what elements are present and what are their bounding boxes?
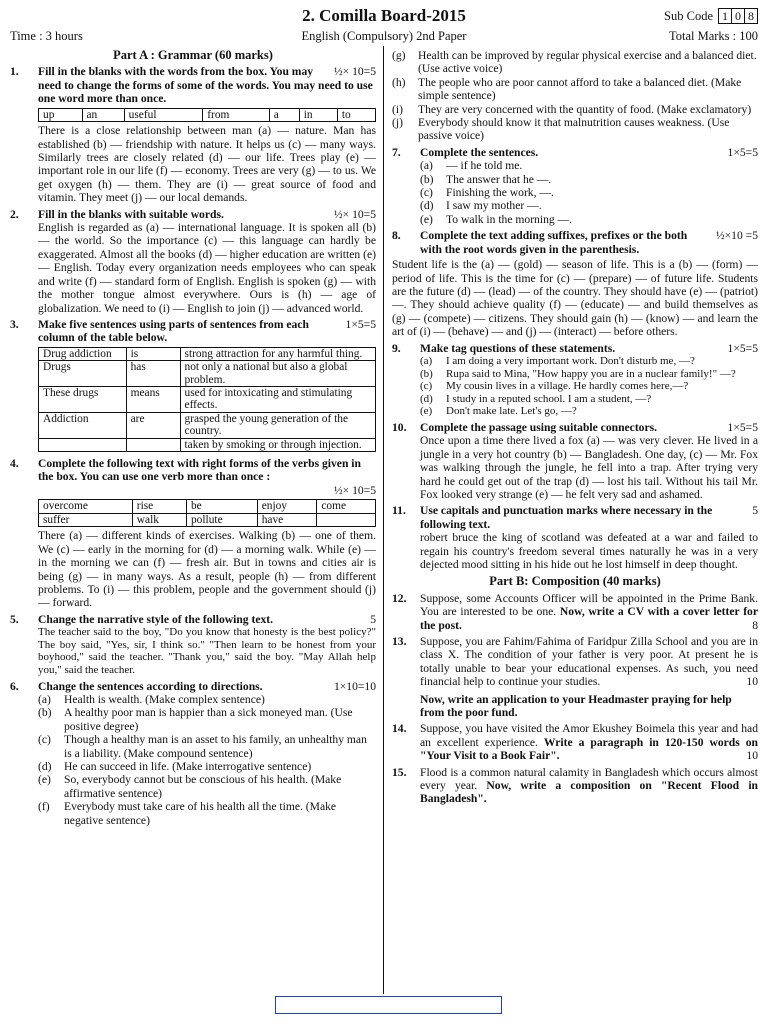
question-number: 9. (392, 341, 401, 355)
question-13 (392, 635, 758, 689)
question-prompt: 1×5=5 Make five sentences using parts of sentences from each column of the table below. (38, 317, 376, 345)
passage-text: Once upon a time there lived a fox (a) — was very clever. He lived in a jungle in a very hot country (b) — Bangladesh. One day, (c) — Mr. Fox was walking through the jungle, he fell into a trap. After trying very hard he could get out of the trap (d) — lost his tail. Without his tail Mr. Fox looked very strange (e) — he felt very sad and ashamed. (420, 434, 758, 501)
code-digit: 1 (718, 8, 732, 24)
list-item: (d) He can succeed in life. (Make interrogative sentence) (38, 760, 312, 774)
question-number: 10. (392, 420, 407, 434)
list-item: (b) Rupa said to Mina, "How happy you are in a nuclear family!" —? (420, 367, 736, 380)
question-prompt: 1×5=5 Complete the passage using suitable connectors. (420, 420, 758, 434)
question-14 (392, 722, 758, 762)
question-marks: 1×5=5 (727, 341, 758, 355)
list-item: (i) They are very concerned with the quantity of food. (Make exclamatory) (392, 102, 752, 116)
list-item: (e) Don't make late. Let's go, —? (420, 405, 577, 418)
question-task: Write a paragraph in 120-150 words on "Your Visit to a Book Fair". (420, 735, 758, 763)
question-task: Now, write a CV with a cover letter for the post. (420, 605, 759, 632)
left-column (10, 49, 376, 827)
question-marks: 1×10=10 (333, 679, 376, 693)
list-item: (c) Though a healthy man is an asset to his family, an unhealthy man is a liability. (Make compound sentence) (38, 733, 367, 760)
word-cell: from (203, 108, 269, 122)
question-number: 5. (10, 612, 19, 626)
question-number: 12. (392, 591, 407, 605)
question-prompt: ½× 10=5 Fill in the blanks with suitable words. (38, 207, 376, 221)
table-row: Drugs has not only a national but also a global problem. (39, 361, 376, 387)
table-row: Addiction are grasped the young generation of the country. (39, 412, 376, 438)
question-prompt: 5 Change the narrative style of the following text. (38, 612, 376, 626)
question-8 (392, 229, 758, 256)
question-3 (10, 318, 376, 454)
question-7 (392, 146, 758, 226)
question-12 (392, 592, 758, 632)
question-prompt: Complete the following text with right forms of the verbs given in the box. You can use one verb more than once : (38, 456, 361, 484)
question-6 (10, 680, 376, 827)
question-number: 4. (10, 456, 19, 470)
subject-code (664, 8, 758, 24)
question-6-continued (392, 49, 758, 143)
question-number: 13. (392, 635, 407, 648)
part-b-title: Part B: Composition (40 marks) (489, 574, 661, 589)
question-text: Flood is a common natural calamity in Bangladesh which occurs almost every year. (420, 765, 758, 793)
table-row: Drug addiction is strong attraction for any harmful thing. (39, 347, 376, 360)
right-column (392, 49, 758, 806)
question-prompt: ½×10 =5 Complete the text adding suffixes, prefixes or the both with the root words given in the parenthesis. (420, 229, 758, 256)
question-marks: 8 (752, 618, 758, 632)
subject-code-digits (719, 8, 758, 24)
table-row: taken by smoking or through injection. (39, 438, 376, 451)
question-marks: 10 (746, 749, 758, 763)
list-item: (a) — if he told me. (420, 159, 523, 173)
question-4 (10, 457, 376, 610)
question-text: Suppose, some Accounts Officer will be appointed in the Prime Bank. You are interested to be one. (420, 591, 758, 619)
question-prompt: 1×10=10 Change the sentences according to directions. (38, 679, 376, 693)
question-10 (392, 421, 758, 501)
word-box (38, 108, 376, 123)
part-a-title: Part A : Grammar (60 marks) (113, 48, 273, 62)
code-digit: 8 (744, 8, 758, 24)
passage-text: There (a) — different kinds of exercises. Walking (b) — one of them. We (c) — early in the morning for (d) — a morning walk. While (e) — in the morning we can (f) — fresh air. But in towns and cities air is being (g) — in many ways. As a result, people (h) — from different problems. To (i) — this problem, people and the government should (j) — forward. (38, 529, 376, 610)
question-marks: ½× 10=5 (333, 65, 376, 79)
question-5 (10, 613, 376, 677)
question-11 (392, 504, 758, 571)
list-item: (g) Health can be improved by regular physical exercise and a balanced diet. (Use active voice) (392, 49, 757, 76)
question-marks: 1×5=5 (345, 317, 376, 331)
question-15 (392, 766, 758, 806)
passage-text: Student life is the (a) — (gold) — season of life. This is a (b) — (form) — period of life. This is the time for (c) — (prepare) — of future life. Students are the future (d) — (lead) — of the country. They should have (e) — (patriot) —. They should achieve quality (f) — (educate) — and build themselves as (g) — (compete) — citizens. They should gain (h) — (know) — and learn the art of (i) — (behave) — and (j) — (interact) — before others. (392, 258, 758, 339)
question-task: Now, write a composition on "Recent Flood in Bangladesh". (420, 779, 758, 806)
word-cell: to (337, 108, 375, 122)
list-item: (b) The answer that he —. (420, 172, 552, 186)
question-prompt: 1×5=5 Make tag questions of these statements. (420, 341, 758, 355)
list-item: (f) Everybody must take care of his health all the time. (Make negative sentence) (38, 800, 337, 827)
question-marks: 10 (746, 675, 758, 689)
question-number: 3. (10, 317, 19, 331)
word-cell: a (269, 108, 299, 122)
list-item: (a) Health is wealth. (Make complex sentence) (38, 693, 265, 706)
word-cell: useful (124, 108, 203, 122)
code-digit: 0 (731, 8, 745, 24)
question-marks: 1×5=5 (727, 145, 758, 159)
subject-code-label: Sub Code (664, 8, 713, 23)
question-number: 2. (10, 207, 19, 221)
question-text: Suppose, you have visited the Amor Ekushey Boimela this year and had an excellent experience. (420, 722, 758, 749)
list-item: (e) To walk in the morning —. (420, 212, 573, 226)
question-number: 6. (10, 679, 19, 693)
passage-text: English is regarded as (a) — international language. It is spoken all (b) — the world. So the importance (c) — this language can hardly be exaggerated. Almost all the books (d) — higher education are written (e) — English. Today every organization needs employees who can speak and write (f) — standard form of English. English is spoken (g) — with the mother tongue almost everywhere. Ours is (h) — age of globalization. We need to (i) — English to join (j) — advanced world. (38, 221, 376, 315)
question-9 (392, 342, 758, 418)
word-cell: in (299, 108, 337, 122)
exam-title: 2. Comilla Board-2015 (302, 6, 466, 25)
question-2 (10, 208, 376, 315)
passage-text: The teacher said to the boy, "Do you know that honesty is the best policy?" The boy said, "Yes, sir, I think so." "Then learn to be honest from your boyhood," said the teacher. "Thank you," said the boy. "May Allah help you," said the teacher. (38, 626, 376, 676)
question-marks: ½× 10=5 (333, 207, 376, 221)
question-number: 8. (392, 229, 401, 243)
list-item: (h) The people who are poor cannot afford to take a balanced diet. (Make simple sentence) (392, 75, 742, 103)
list-item: (b) A healthy poor man is happier than a sick moneyed man. (Use positive degree) (38, 706, 353, 733)
list-item: (c) My cousin lives in a village. He hardly comes here,—? (420, 380, 689, 393)
question-number: 11. (392, 504, 406, 518)
question-task: Now, write an application to your Headmaster praying for help from the poor fund. (420, 692, 732, 720)
passage-text: robert bruce the king of scotland was defeated at a war and failed to regain his country's freedom several times naturally he was in a very dejected mood sitting in his hide out he lost himself in deep thought. (420, 531, 758, 571)
question-1 (10, 65, 376, 204)
question-marks: ½×10 =5 (715, 229, 758, 243)
list-item: (a) I am doing a very important work. Don't disturb me, —? (420, 354, 695, 367)
list-item: (e) So, everybody cannot but be conscious of his health. (Make affirmative sentence) (38, 773, 342, 800)
question-marks: ½× 10=5 (333, 483, 376, 497)
question-prompt: ½× 10=5 Fill in the blanks with the words from the box. You may need to change the forms of some of the words. You may need to use one word more than once. (38, 65, 376, 106)
question-marks: 1×5=5 (727, 420, 758, 434)
question-number: 15. (392, 765, 407, 779)
question-number: 14. (392, 722, 407, 736)
passage-text: There is a close relationship between man (a) — nature. Man has established (b) — friendship with nature. It helps us (c) — many ways. Similarly trees are closely related (d) — our life. Trees play (e) — important role in our life (f) — economy. Trees are very (g) — to us. We get oxygen (h) — them. They are (i) — great source of food and vitamin. They meet (j) — our local demands. (38, 124, 376, 205)
list-item: (c) Finishing the work, —. (420, 186, 554, 200)
time-label: Time : 3 hours (10, 29, 83, 43)
question-number: 7. (392, 145, 401, 159)
question-number: 1. (10, 65, 19, 79)
list-item: (d) I study in a reputed school. I am a student, —? (420, 392, 652, 405)
question-prompt: 5 Use capitals and punctuation marks where necessary in the following text. (420, 504, 758, 531)
question-marks: 5 (370, 612, 376, 626)
question-text: Suppose, you are Fahim/Fahima of Faridpur Zilla School and you are in class X. The condition of your father is very poor. At present he is totally unable to bear your educational expenses. As such, you need financial help to continue your studies. (420, 635, 758, 689)
verb-box: overcome rise be enjoy come suffer walk pollute have (38, 499, 376, 527)
column-divider (383, 46, 384, 994)
sentence-parts-table (38, 347, 376, 452)
footer-link-box (275, 996, 502, 1014)
word-cell: up (39, 108, 83, 122)
question-marks: 5 (752, 504, 758, 518)
word-cell: an (82, 108, 124, 122)
table-row: These drugs means used for intoxicating and stimulating effects. (39, 386, 376, 412)
list-item: (j) Everybody should know it that malnutrition causes weakness. (Use passive voice) (392, 116, 730, 143)
question-prompt: 1×5=5 Complete the sentences. (420, 145, 758, 159)
paper-subtitle: English (Compulsory) 2nd Paper (301, 29, 467, 43)
list-item: (d) I saw my mother —. (420, 199, 542, 213)
total-marks: Total Marks : 100 (668, 29, 758, 43)
